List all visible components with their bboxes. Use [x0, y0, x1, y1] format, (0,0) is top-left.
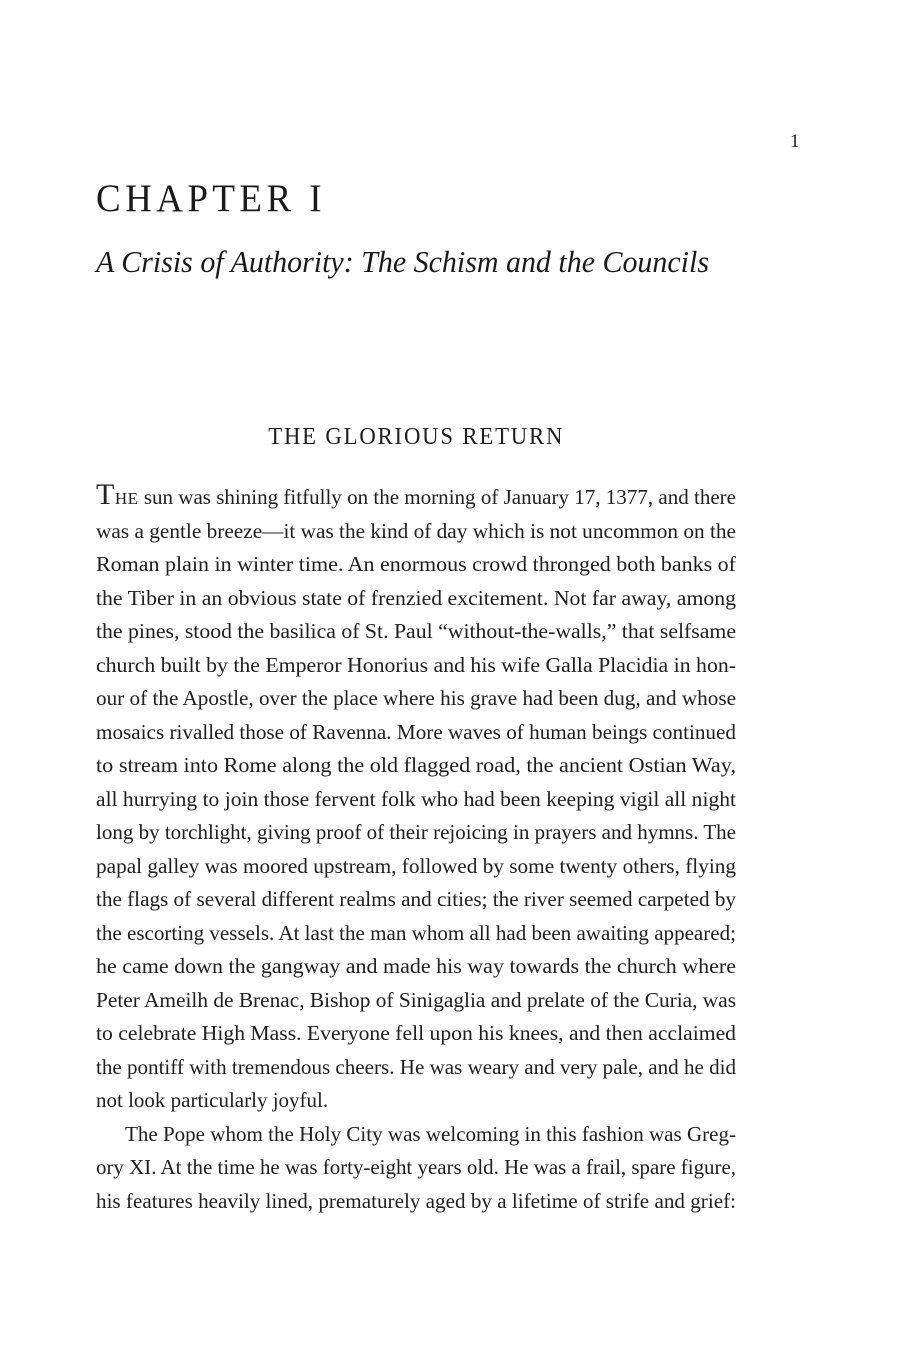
body-line-text: to stream into Rome along the old flagged road, the ancient Ostian Way,	[96, 753, 736, 777]
lead-capital: T	[96, 478, 115, 511]
body-text	[96, 478, 737, 1218]
body-line	[96, 850, 736, 884]
body-line	[96, 883, 736, 917]
body-line	[96, 1151, 736, 1185]
body-line-text: our of the Apostle, over the place where his grave had been dug, and whose	[96, 686, 736, 710]
body-line-text: the pines, stood the basilica of St. Paul “without-the-walls,” that selfsame	[96, 619, 736, 643]
body-line-text: he came down the gangway and made his way towards the church where	[96, 954, 736, 978]
body-line-text: was a gentle breeze—it was the kind of day which is not uncommon on the	[96, 518, 736, 543]
body-line-text: long by torchlight, giving proof of their rejoicing in prayers and hymns. The	[96, 820, 736, 844]
chapter-subtitle-text: A Crisis of Authority: The Schism and the Councils	[96, 244, 709, 279]
body-line	[96, 816, 736, 850]
body-line	[96, 478, 737, 515]
body-line	[96, 749, 736, 783]
body-line-text: Roman plain in winter time. An enormous crowd thronged both banks of	[96, 552, 736, 576]
lead-small-caps: HE	[114, 489, 139, 508]
section-heading-text: THE GLORIOUS RETURN	[268, 424, 564, 450]
body-line-text: the flags of several different realms and cities; the river seemed carpeted by	[96, 887, 736, 911]
body-line	[96, 716, 736, 750]
chapter-subtitle	[96, 243, 730, 280]
body-line	[96, 1017, 736, 1051]
body-line-text: ory XI. At the time he was forty-eight years old. He was a frail, spare figure,	[96, 1155, 736, 1179]
body-line-text: the Tiber in an obvious state of frenzied excitement. Not far away, among	[96, 585, 736, 610]
body-line	[96, 984, 736, 1018]
body-line	[96, 917, 736, 951]
body-line-text: to celebrate High Mass. Everyone fell upon his knees, and then acclaimed	[96, 1021, 736, 1045]
body-line-text: all hurrying to join those fervent folk who had been keeping vigil all night	[96, 786, 736, 811]
body-line-text: not look particularly joyful.	[96, 1088, 329, 1112]
body-line-text: Peter Ameilh de Brenac, Bishop of Sinigaglia and prelate of the Curia, was	[96, 987, 737, 1012]
body-line	[96, 1118, 736, 1152]
body-line-text: the pontiff with tremendous cheers. He was weary and very pale, and he did	[96, 1054, 736, 1079]
body-line	[96, 649, 736, 683]
body-line	[96, 950, 736, 984]
body-line	[96, 582, 736, 616]
section-heading	[96, 423, 736, 452]
body-line	[96, 783, 736, 817]
body-line-text: his features heavily lined, prematurely aged by a lifetime of strife and grief:	[96, 1188, 736, 1213]
page-number: 1	[790, 131, 800, 152]
body-line	[96, 1185, 736, 1219]
body-line	[96, 615, 736, 649]
body-line-text: the escorting vessels. At last the man whom all had been awaiting appeared;	[96, 920, 736, 945]
body-line	[96, 1051, 736, 1085]
body-line-text: church built by the Emperor Honorius and his wife Galla Placidia in hon-	[96, 652, 736, 677]
body-line-text: mosaics rivalled those of Ravenna. More waves of human beings continued	[96, 719, 736, 744]
body-line-text: The Pope whom the Holy City was welcoming in this fashion was Greg-	[125, 1121, 736, 1146]
chapter-heading-text: CHAPTER I	[96, 177, 326, 220]
body-line-text: papal galley was moored upstream, followed by some twenty others, flying	[96, 853, 736, 878]
body-line	[96, 548, 736, 582]
body-line	[96, 682, 736, 716]
body-line	[96, 515, 736, 549]
body-line-text: THE sun was shining fitfully on the morning of January 17, 1377, and there	[96, 478, 737, 511]
chapter-heading	[96, 179, 339, 218]
body-line	[96, 1084, 736, 1118]
